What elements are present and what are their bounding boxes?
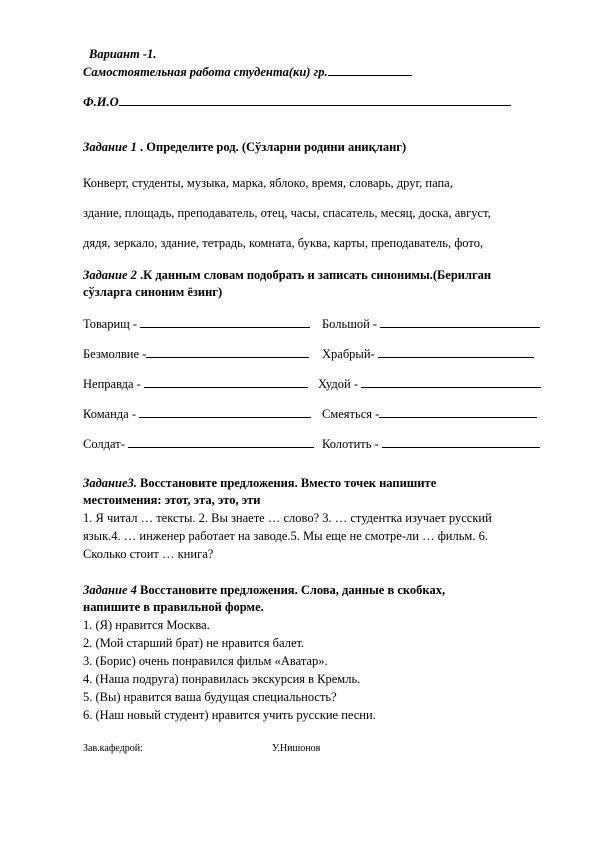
task4-heading: [83, 583, 445, 598]
task4-instruction-1: Восстановите предложения. Слова, данные в скобках,: [136, 583, 446, 597]
answer-blank: [378, 345, 534, 358]
task3-line-2: язык.4. … инженер работает на заводе.5. Мы еще не смотре-ли … фильм. 6.: [83, 529, 488, 543]
task2-instruction-1: .К данным словам подобрать и записать синонимы.(Берилган: [136, 268, 492, 282]
synonym-word-right: Большой -: [322, 317, 381, 331]
task3-label: Задание3.: [83, 476, 137, 490]
task3-line-3: Сколько стоит … книга?: [83, 547, 214, 561]
synonym-row: [83, 435, 314, 452]
synonym-row: [83, 315, 310, 332]
synonym-row: [83, 375, 308, 392]
synonym-row: [322, 315, 540, 332]
answer-blank: [128, 435, 314, 448]
fio-blank: [119, 93, 511, 106]
synonym-row: [318, 375, 541, 392]
task1-label: Задание 1: [83, 140, 137, 154]
answer-blank: [380, 315, 540, 328]
task4-label: Задание 4: [83, 583, 137, 597]
answer-blank: [144, 375, 308, 388]
synonym-word-left: Солдат-: [83, 437, 128, 451]
group-blank: [328, 63, 412, 76]
synonym-word-right: Смеяться -: [322, 407, 380, 421]
synonym-word-right: Колотить -: [322, 437, 382, 451]
task3-instruction-2: местоимения: этот, эта, это, эти: [83, 493, 261, 507]
answer-blank: [139, 405, 311, 418]
task4-item-2: 2. (Мой старший брат) не нравится балет.: [83, 636, 305, 650]
synonym-row: [322, 405, 537, 422]
synonym-word-right: Храбрый-: [322, 347, 378, 361]
task4-item-4: 4. (Наша подруга) понравилась экскурсия в Кремль.: [83, 672, 361, 686]
task1-line-1: Конверт, студенты, музыка, марка, яблоко, время, словарь, друг, папа,: [83, 176, 453, 190]
task1-line-2: здание, площадь, преподаватель, отец, часы, спасатель, месяц, доска, август,: [83, 206, 491, 220]
work-title-line: [83, 63, 412, 80]
answer-blank: [361, 375, 541, 388]
synonym-word-left: Неправда -: [83, 377, 144, 391]
task4-instruction-2: напишите в правильной форме.: [83, 600, 264, 614]
fio-label: Ф.И.О: [83, 95, 119, 109]
synonym-row: [322, 345, 534, 362]
task2-label: Задание 2: [83, 268, 137, 282]
synonym-row: [322, 435, 540, 452]
variant-title: Вариант -1.: [89, 47, 157, 61]
work-title: Самостоятельная работа студента(ки) гр.: [83, 65, 328, 79]
answer-blank: [146, 345, 309, 358]
task1-heading: [83, 140, 406, 155]
synonym-row: [83, 405, 311, 422]
task1-line-3: дядя, зеркало, здание, тетрадь, комната, буква, карты, преподаватель, фото,: [83, 236, 484, 250]
answer-blank: [382, 435, 540, 448]
fio-line: [83, 93, 511, 110]
task4-item-5: 5. (Вы) нравится ваша будущая специальность?: [83, 690, 337, 704]
task3-heading: [83, 476, 436, 491]
task2-instruction-2: сўзларга синоним ёзинг): [83, 285, 223, 299]
task4-item-1: 1. (Я) нравится Москва.: [83, 618, 210, 632]
synonym-word-left: Команда -: [83, 407, 140, 421]
answer-blank: [379, 405, 537, 418]
synonym-word-left: Безмолвие -: [83, 347, 147, 361]
task1-instruction: . Определите род. (Сўзларни родини аниқланг): [136, 140, 407, 154]
head-of-department-label: Зав.кафедрой:: [83, 743, 143, 754]
synonym-word-right: Худой -: [318, 377, 362, 391]
head-of-department-name: У.Нишонов: [272, 743, 321, 754]
task4-item-6: 6. (Наш новый студент) нравится учить русские песни.: [83, 708, 376, 722]
synonym-word-left: Товарищ -: [83, 317, 141, 331]
task3-instruction-1: Восстановите предложения. Вместо точек напишите: [136, 476, 437, 490]
task2-heading: [83, 268, 491, 283]
synonym-row: [83, 345, 309, 362]
answer-blank: [140, 315, 310, 328]
task3-line-1: 1. Я читал … тексты. 2. Вы знаете … слово? 3. … студентка изучает русский: [83, 511, 492, 525]
task4-item-3: 3. (Борис) очень понравился фильм «Аватар».: [83, 654, 328, 668]
